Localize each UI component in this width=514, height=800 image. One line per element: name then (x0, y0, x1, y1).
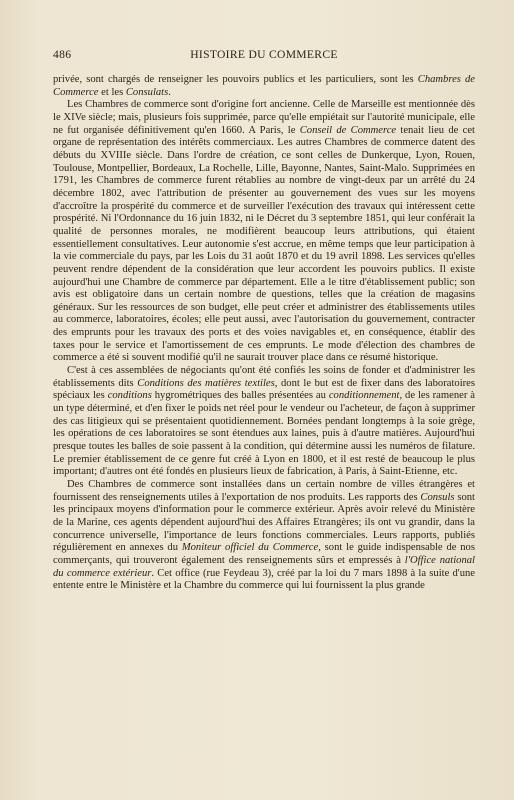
text-run: Des Chambres de commerce sont installées dans un certain nombre de villes étrangères et fournissent des renseignements utiles à l'exportation de nos produits. Les rapports des (53, 479, 475, 503)
paragraph (53, 99, 475, 365)
italic-phrase: Conditions des matières textiles (137, 377, 275, 389)
text-run: hygrométriques des balles présentées au (151, 390, 329, 402)
italic-phrase: Consuls (420, 491, 455, 503)
italic-phrase: Moniteur officiel du Commerce (181, 542, 319, 554)
paragraph (53, 365, 475, 479)
paragraph (53, 74, 475, 99)
text-run: . (168, 86, 171, 98)
italic-phrase: Consulats (125, 86, 169, 98)
text-run: , dont le but est de fixer dans des laboratoires spéciaux les (53, 377, 475, 402)
running-title: HISTOIRE DU COMMERCE (190, 48, 338, 61)
page-number: 486 (53, 48, 72, 61)
text-run: sont les principaux moyens d'information pour le commerce extérieur. Après avoir relevé du Ministère de la Marine, ces agents dépendent aujourd'hui des Affaires Etrangères; ils ont vu grandir, dans la concurrence universelle, l'importance de leurs fonctions commerciales. Leurs rapports, publiés régulièrement en annexes du (53, 491, 475, 554)
italic-phrase: conditions (107, 390, 152, 402)
italic-phrase: l'Office national du commerce extérieur (53, 554, 476, 579)
text-run: . Cet office (rue Feydeau 3), créé par la loi du 7 mars 1898 à la suite d'une entente entre le Ministère et la Chambre du commerce qui lui fournissent la plus grande (53, 567, 476, 592)
paragraph (53, 479, 475, 593)
italic-phrase: conditionnement (328, 390, 400, 402)
text-run: , de les ramener à un type déterminé, et d'en fixer le poids net réel pour le vendeur ou l'acheteur, de façon à supprimer des cas litigieux qui se présentaient quotidiennement. Bornées pendant longtemps à la soie grège, les opérations de ces laboratoires se sont étendues aux laines, puis à d'autre matières. Aujourd'hui presque toutes les balles de soie passent à la condition, qui détermine aussi les numéros de filature. Le premier établissement de ce genre fut créé à Lyon en 1800, et il est resté de beaucoup le plus important; d'autres ont été fondés en plusieurs lieux de fabrication, à Paris, à Saint-Etienne, etc. (53, 390, 475, 478)
italic-phrase: Chambres de Commerce (53, 74, 475, 98)
body-text (53, 74, 475, 593)
text-run: C'est à ces assemblées de négociants qu'ont été confiés les soins de fonder et d'administrer les établissements dits (53, 365, 475, 389)
text-run: , sont le guide indispensable de nos commerçants, qui trouveront également des renseignements sûrs et empressés à (53, 542, 475, 566)
italic-phrase: Conseil de Commerce (299, 124, 397, 136)
text-run: et les (98, 86, 126, 98)
text-run: privée, sont chargés de renseigner les pouvoirs publics et les particuliers, sont les (53, 74, 418, 85)
text-run: tenait lieu de cet organe de représentation des intérêts commerciaux. Les autres Chambres de commerce datent des débuts du XVIIIe siècle. Dans l'ordre de création, ce sont celles de Dunkerque, Lyon, Rouen, Toulouse, Montpellier, Bordeaux, La Rochelle, Lille, Bayonne, Nantes, Saint-Malo. Supprimées en 1791, les Chambres de commerce furent rétablies au nombre de vingt-deux par un arrêté du 24 décembre 1802, avec l'attribution de présenter au gouvernement des vues sur les moyens d'accroître la prospérité du commerce et de surveiller l'exécution des travaux qui intéressent cette prospérité. Ni l'Ordonnance du 16 juin 1832, ni le Décret du 3 septembre 1851, qui leur conférait la qualité de personnes morales, ne modifièrent beaucoup leurs attributions, qui étaient essentiellement consultatives. Leur autonomie s'est accrue, en même temps que leur participation à la vie commerciale du pays, par les Lois du 31 août 1870 et du 19 avril 1898. Les services qu'elles peuvent rendre dépendent de la considération que leur accordent les pouvoirs publics. Il existe aujourd'hui une Chambre de commerce par département. Elle a le titre d'établissement public; son avis est obligatoire dans un certain nombre de questions, telles que la création de magasins généraux. Sur les ressources de son budget, elle peut créer et administrer des établissements utiles au commerce, laboratoires, écoles; elle peut aussi, avec l'autorisation du gouvernement, contracter des emprunts pour les travaux des ports et des voies navigables et, en conséquence, établir des taxes pour le service et l'amortissement de ces emprunts. Le mode d'élection des chambres de commerce a été si souvent modifié qu'il ne saurait trouver place dans ce résumé historique. (53, 124, 475, 364)
running-header (53, 48, 475, 64)
text-run: Les Chambres de commerce sont d'origine fort ancienne. Celle de Marseille est mentionnée dès le XIVe siècle; mais, plusieurs fois supprimée, parce qu'elle empiétait sur l'autorité municipale, elle ne fut organisée définitivement qu'en 1660. A Paris, le (53, 99, 475, 136)
